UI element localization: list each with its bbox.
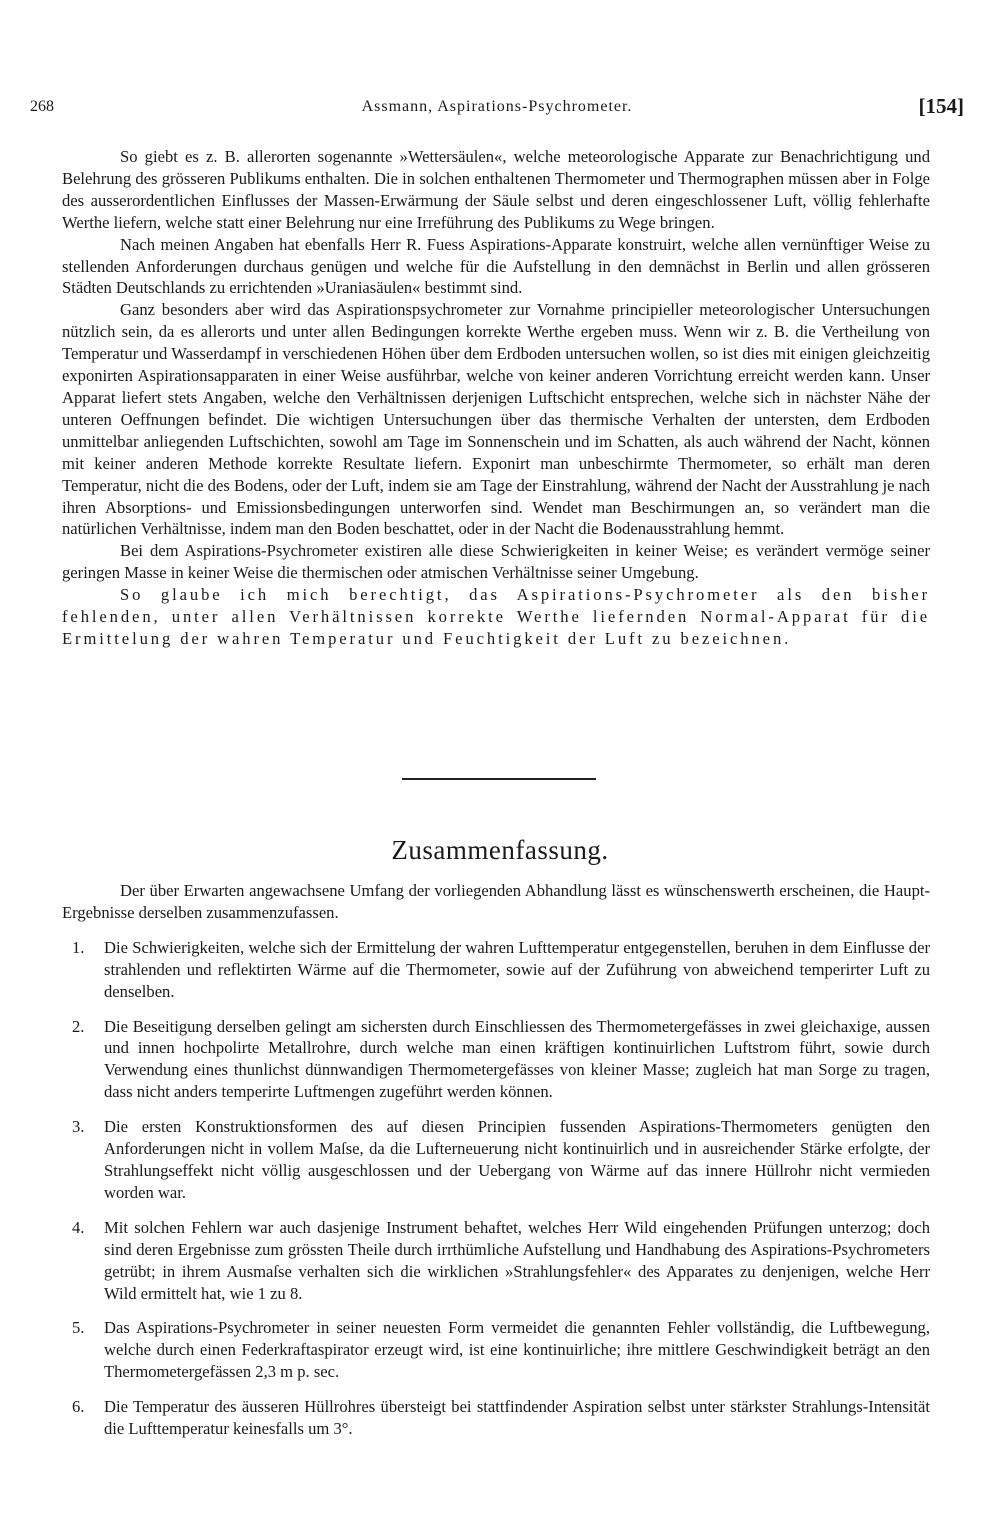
section-divider bbox=[402, 778, 596, 780]
section-heading: Zusammenfassung. bbox=[391, 835, 609, 865]
summary-item bbox=[62, 937, 930, 1003]
page-number: 268 bbox=[30, 98, 54, 115]
paragraph: Nach meinen Angaben hat ebenfalls Herr R. Fuess Aspirations-Apparate konstruirt, welche allen vernünftiger Weise zu stellenden Anforderungen durchaus genügen und welche für die Aufstellung in den demnächst in Berlin und allen grösseren Städten Deutschlands zu errichtenden »Uraniasäulen« bestimmt sind. bbox=[62, 234, 930, 298]
item-text: Die ersten Konstruktionsformen des auf diesen Principien fussenden Aspirations-Thermometers genügten den Anforderungen nicht in vollem Maſse, da die Lufterneuerung nicht kontinuirlich und in ausreichender Stärke erfolgte, der Strahlungseffekt nicht völlig ausgeschlossen und der Uebergang von Wärme auf das innere Hüllrohr nicht vermieden worden war. bbox=[104, 1117, 930, 1202]
paragraph: So giebt es z. B. allerorten sogenannte »Wettersäulen«, welche meteorologische Apparate zur Benachrichtigung und Belehrung des grösseren Publikums enthalten. Die in solchen enthaltenen Thermometer und Thermographen müssen aber in Folge des ausserordentlichen Einflusses der Massen-Erwärmung der Säule selbst und deren eingeschlossener Luft, völlig fehlerhafte Werthe liefern, welche statt einer Belehrung nur eine Irreführung des Publikums zu Wege bringen. bbox=[62, 147, 930, 232]
summary-item bbox=[62, 1396, 930, 1440]
running-header bbox=[30, 94, 964, 126]
item-text: Die Beseitigung derselben gelingt am sichersten durch Einschliessen des Thermometergefässes in zwei gleichaxige, aussen und innen hochpolirte Metallrohre, durch welche man einen kräftigen kontinuirlichen Luftstrom führt, sowie durch Verwendung eines thunlichst dünnwandigen Thermometergefässes von kleiner Masse; zugleich hat man Sorge zu tragen, dass nicht anders temperirte Luftmengen zugeführt werden können. bbox=[104, 1016, 930, 1102]
item-number: 3. bbox=[72, 1117, 85, 1137]
item-text: Die Temperatur des äusseren Hüllrohres übersteigt bei stattfindender Aspiration selbst unter stärkster Strahlungs-Intensität die Lufttemperatur keinesfalls um 3°. bbox=[104, 1397, 930, 1439]
paragraph: Ganz besonders aber wird das Aspirationspsychrometer zur Vornahme principieller meteorologischer Untersuchungen nützlich sein, da es allerorts und unter allen Bedingungen korrekte Werthe ergeben muss. Wenn wir z. B. die Vertheilung von Temperatur und Wasserdampf in verschiedenen Höhen über dem Erdboden untersuchen wollen, so ist dies mit einigen gleichzeitig exponirten Aspirationsapparaten in einer Weise ausführbar, welche von keiner anderen Vorrichtung erreicht werden kann. Unser Apparat liefert stets Angaben, welche den Verhältnissen derjenigen Luftschicht entsprechen, welche sich in nächster Nähe der unteren Oeffnungen befindet. Die wichtigen Untersuchungen über das thermische Verhalten der untersten, dem Erdboden unmittelbar anliegenden Luftschichten, sowohl am Tage im Sonnenschein und im Schatten, als auch während der Nacht, können mit keiner anderen Methode korrekte Resultate liefern. Exponirt man unbeschirmte Thermometer, so erhält man deren Temperatur, nicht die des Bodens, oder der Luft, indem sie am Tage der Einstrahlung, während der Nacht der Ausstrahlung je nach ihren Absorptions- und Emissionsbedingungen unterworfen sind. Wendet man Beschirmungen an, so verändert man die natürlichen Verhältnisse, indem man den Boden beschattet, oder in der Nacht die Bodenausstrahlung hemmt. bbox=[62, 300, 930, 539]
summary-section bbox=[62, 880, 930, 1440]
summary-item bbox=[62, 1016, 930, 1104]
paragraph: Bei dem Aspirations-Psychrometer existiren alle diese Schwierigkeiten in keiner Weise; es verändert vermöge seiner geringen Masse in keiner Weise die thermischen oder atmischen Verhältnisse seiner Umgebung. bbox=[62, 541, 930, 583]
summary-item bbox=[62, 1317, 930, 1383]
summary-item bbox=[62, 1116, 930, 1204]
item-number: 4. bbox=[72, 1217, 85, 1237]
item-text: Die Schwierigkeiten, welche sich der Ermittelung der wahren Lufttemperatur entgegenstellen, beruhen in dem Einflusse der strahlenden und reflektirten Wärme auf die Thermometer, sowie auf der Zuführung von abweichend temperirter Luft zu denselben. bbox=[104, 937, 930, 1001]
item-number: 2. bbox=[72, 1016, 85, 1036]
summary-intro: Der über Erwarten angewachsene Umfang der vorliegenden Abhandlung lässt es wünschenswerth erscheinen, die Haupt-Ergebnisse derselben zusammenzufassen. bbox=[62, 881, 930, 922]
running-title: Assmann, Aspirations-Psychrometer. bbox=[361, 98, 633, 115]
item-text: Mit solchen Fehlern war auch dasjenige Instrument behaftet, welches Herr Wild eingehenden Prüfungen unterzog; doch sind deren Ergebnisse zum grössten Theile durch irrthümliche Aufstellung und Handhabung des Aspirations-Psychrometers getrübt; in ihrem Ausmaſse verhalten sich die wirklichen »Strahlungsfehler« des Apparates zu denjenigen, welche Herr Wild ermittelt hat, wie 1 zu 8. bbox=[104, 1217, 930, 1303]
item-number: 6. bbox=[72, 1397, 85, 1417]
body-text bbox=[62, 146, 930, 650]
summary-item bbox=[62, 1217, 930, 1305]
item-number: 5. bbox=[72, 1318, 85, 1338]
item-number: 1. bbox=[72, 937, 85, 957]
conclusion-paragraph: So glaube ich mich berechtigt, das Aspirations-Psychrometer als den bisher fehlenden, unter allen Verhältnissen korrekte Werthe liefernden Normal-Apparat für die Ermittelung der wahren Temperatur und Feuchtigkeit der Luft zu bezeichnen. bbox=[62, 585, 930, 648]
issue-number: [154] bbox=[918, 94, 964, 118]
item-text: Das Aspirations-Psychrometer in seiner neuesten Form vermeidet die genannten Fehler vollständig, die Luftbewegung, welche durch einen Federkraftaspirator erzeugt wird, ist eine kontinuirliche; ihre mittlere Geschwindigkeit beträgt an den Thermometergefässen 2,3 m p. sec. bbox=[104, 1318, 930, 1382]
